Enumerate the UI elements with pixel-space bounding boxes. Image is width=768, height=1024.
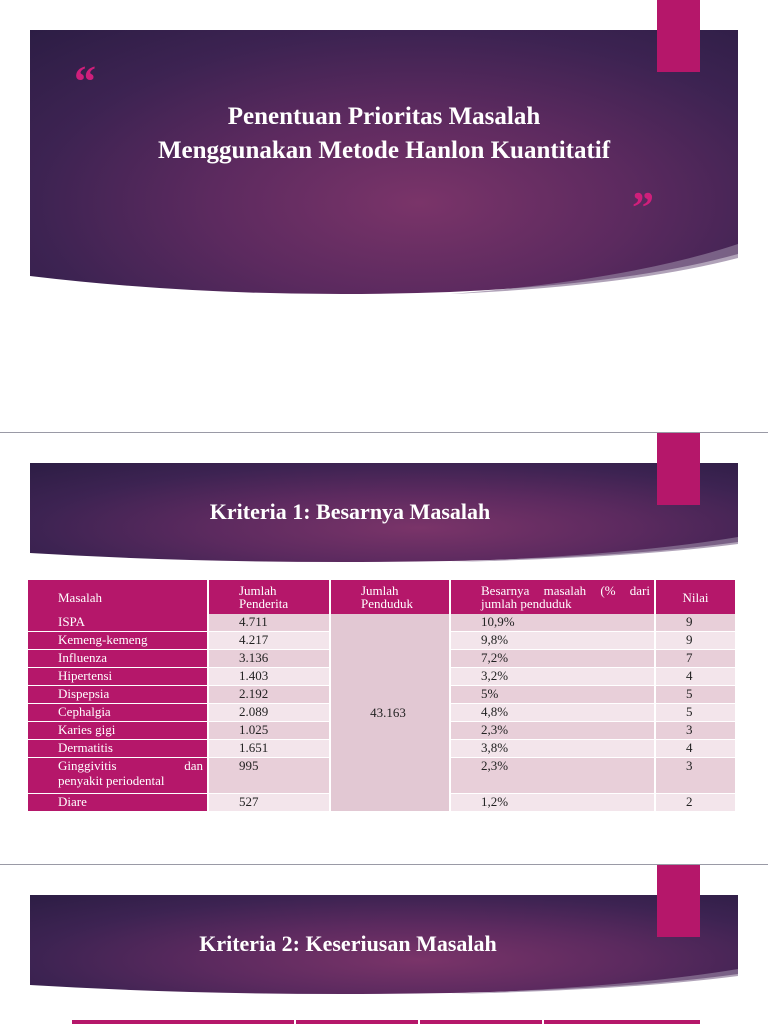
slide-1-title-line-1: Penentuan Prioritas Masalah	[227, 103, 541, 130]
cell-masalah: Karies gigi	[28, 722, 208, 740]
slide-2-title: Kriteria 1: Besarnya Masalah	[209, 499, 491, 524]
accent-tab	[657, 865, 700, 937]
cell-nilai: 9	[655, 632, 736, 650]
cell-masalah: Cephalgia	[28, 704, 208, 722]
accent-tab	[657, 433, 700, 505]
cell-masalah: Dispepsia	[28, 686, 208, 704]
slide-1-title	[30, 100, 738, 168]
cell-penderita: 995	[208, 758, 330, 794]
cell-besarnya: 9,8%	[450, 632, 655, 650]
header-jumlah-penderita: Jumlah Penderita	[208, 580, 330, 614]
slide-3-table-header-bar	[72, 1020, 700, 1024]
slide-3-title: Kriteria 2: Keseriusan Masalah	[199, 931, 497, 956]
cell-jumlah-penduduk: 43.163	[330, 614, 450, 812]
cell-nilai: 5	[655, 686, 736, 704]
cell-masalah-part: dan	[184, 758, 203, 773]
cell-masalah: Dermatitis	[28, 740, 208, 758]
cell-nilai: 9	[655, 614, 736, 632]
cell-penderita: 1.651	[208, 740, 330, 758]
open-quote-icon: “	[74, 57, 96, 106]
slide-3	[0, 865, 768, 1024]
cell-penderita: 527	[208, 794, 330, 812]
header-masalah: Masalah	[28, 580, 208, 614]
cell-masalah: Hipertensi	[28, 668, 208, 686]
cell-besarnya: 1,2%	[450, 794, 655, 812]
table-row	[28, 614, 736, 632]
slide-1	[0, 0, 768, 432]
cell-nilai: 2	[655, 794, 736, 812]
cell-penderita: 3.136	[208, 650, 330, 668]
cell-besarnya: 3,2%	[450, 668, 655, 686]
cell-masalah: Influenza	[28, 650, 208, 668]
cell-masalah-part: Ginggivitis	[58, 758, 117, 773]
cell-masalah: Kemeng-kemeng	[28, 632, 208, 650]
close-quote-icon: ”	[632, 183, 654, 232]
cell-besarnya: 3,8%	[450, 740, 655, 758]
cell-nilai: 3	[655, 722, 736, 740]
besarnya-masalah-table	[28, 580, 737, 812]
cell-besarnya: 7,2%	[450, 650, 655, 668]
cell-penderita: 4.217	[208, 632, 330, 650]
accent-tab	[657, 0, 700, 72]
cell-besarnya: 4,8%	[450, 704, 655, 722]
cell-penderita: 1.403	[208, 668, 330, 686]
cell-masalah	[28, 758, 208, 794]
cell-nilai: 7	[655, 650, 736, 668]
cell-penderita: 2.192	[208, 686, 330, 704]
cell-nilai: 5	[655, 704, 736, 722]
cell-masalah: ISPA	[28, 614, 208, 632]
header-besarnya: Besarnya masalah (% dari jumlah penduduk	[450, 580, 655, 614]
cell-masalah-part: penyakit periodental	[58, 773, 165, 788]
header-jumlah-penduduk: Jumlah Penduduk	[330, 580, 450, 614]
cell-besarnya: 2,3%	[450, 758, 655, 794]
cell-masalah: Diare	[28, 794, 208, 812]
cell-nilai: 4	[655, 668, 736, 686]
slide-1-title-line-2: Menggunakan Metode Hanlon Kuantitatif	[157, 137, 611, 164]
cell-nilai: 3	[655, 758, 736, 794]
cell-penderita: 1.025	[208, 722, 330, 740]
cell-penderita: 2.089	[208, 704, 330, 722]
cell-besarnya: 2,3%	[450, 722, 655, 740]
table-header-row	[28, 580, 736, 614]
banner-wave-shape	[30, 533, 738, 563]
cell-besarnya: 5%	[450, 686, 655, 704]
cell-nilai: 4	[655, 740, 736, 758]
banner-wave-shape	[30, 965, 738, 995]
header-nilai: Nilai	[655, 580, 736, 614]
cell-besarnya: 10,9%	[450, 614, 655, 632]
cell-penderita: 4.711	[208, 614, 330, 632]
banner-wave-shape	[30, 236, 738, 296]
